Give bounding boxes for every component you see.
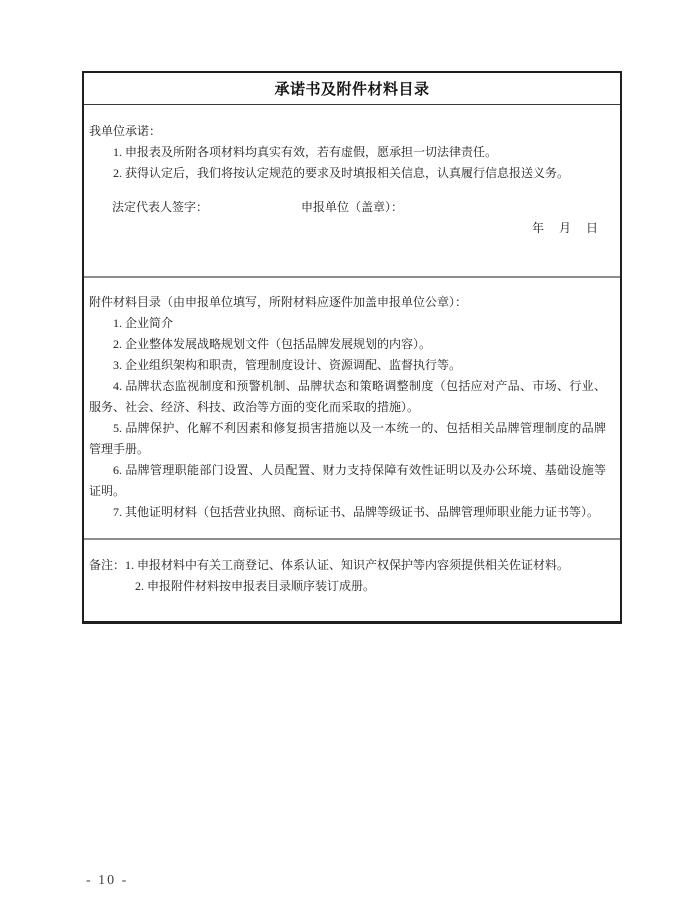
attachments-section bbox=[84, 278, 620, 540]
form-title: 承诺书及附件材料目录 bbox=[84, 73, 620, 105]
attachment-item: 2. 企业整体发展战略规划文件（包括品牌发展规划的内容）。 bbox=[113, 337, 432, 351]
attachments-lead: 附件材料目录（由申报单位填写，所附材料应逐件加盖申报单位公章）： bbox=[89, 295, 468, 309]
commitment-item-2: 2. 获得认定后，我们将按认定规范的要求及时填报相关信息，认真履行信息报送义务。 bbox=[113, 166, 570, 180]
attachment-item: 3. 企业组织架构和职责，管理制度设计、资源调配、监督执行等。 bbox=[113, 358, 462, 372]
remark-item-2: 2. 申报附件材料按申报表目录顺序装订成册。 bbox=[135, 579, 376, 593]
attachment-item-continuation: 服务、社会、经济、科技、政治等方面的变化而采取的措施）。 bbox=[89, 400, 420, 414]
page-number: - 10 - bbox=[86, 873, 129, 888]
commitment-item-1: 1. 申报表及所附各项材料均真实有效，若有虚假，愿承担一切法律责任。 bbox=[113, 145, 498, 159]
attachment-item: 6. 品牌管理职能部门设置、人员配置、财力支持保障有效性证明以及办公环境、基础设施等 bbox=[113, 463, 606, 477]
attachment-item: 7. 其他证明材料（包括营业执照、商标证书、品牌等级证书、品牌管理师职业能力证书等）。 bbox=[113, 505, 600, 519]
remark-item-1: 1. 申报材料中有关工商登记、体系认证、知识产权保护等内容须提供相关佐证材料。 bbox=[125, 558, 570, 572]
attachment-item-continuation: 证明。 bbox=[89, 484, 126, 498]
remarks-label: 备注： bbox=[89, 558, 126, 572]
commitment-section bbox=[84, 105, 620, 278]
remarks-section bbox=[84, 540, 620, 597]
attachment-item: 1. 企业简介 bbox=[113, 316, 174, 330]
attachment-item: 4. 品牌状态监视制度和预警机制、品牌状态和策略调整制度（包括应对产品、市场、行业、 bbox=[113, 379, 606, 393]
legal-representative-signature-label: 法定代表人签字： bbox=[112, 200, 209, 214]
commitment-lead: 我单位承诺： bbox=[89, 124, 162, 138]
remarks-items bbox=[125, 555, 569, 597]
attachment-item-continuation: 管理手册。 bbox=[89, 442, 150, 456]
remarks-row bbox=[89, 555, 606, 597]
applicant-unit-seal-label: 申报单位（盖章）： bbox=[301, 200, 404, 214]
form-border-box bbox=[82, 71, 622, 624]
signature-row bbox=[89, 197, 606, 218]
date-line: 年 月 日 bbox=[531, 221, 598, 235]
attachment-item: 5. 品牌保护、化解不利因素和修复损害措施以及一本统一的、包括相关品牌管理制度的品牌 bbox=[113, 421, 606, 435]
